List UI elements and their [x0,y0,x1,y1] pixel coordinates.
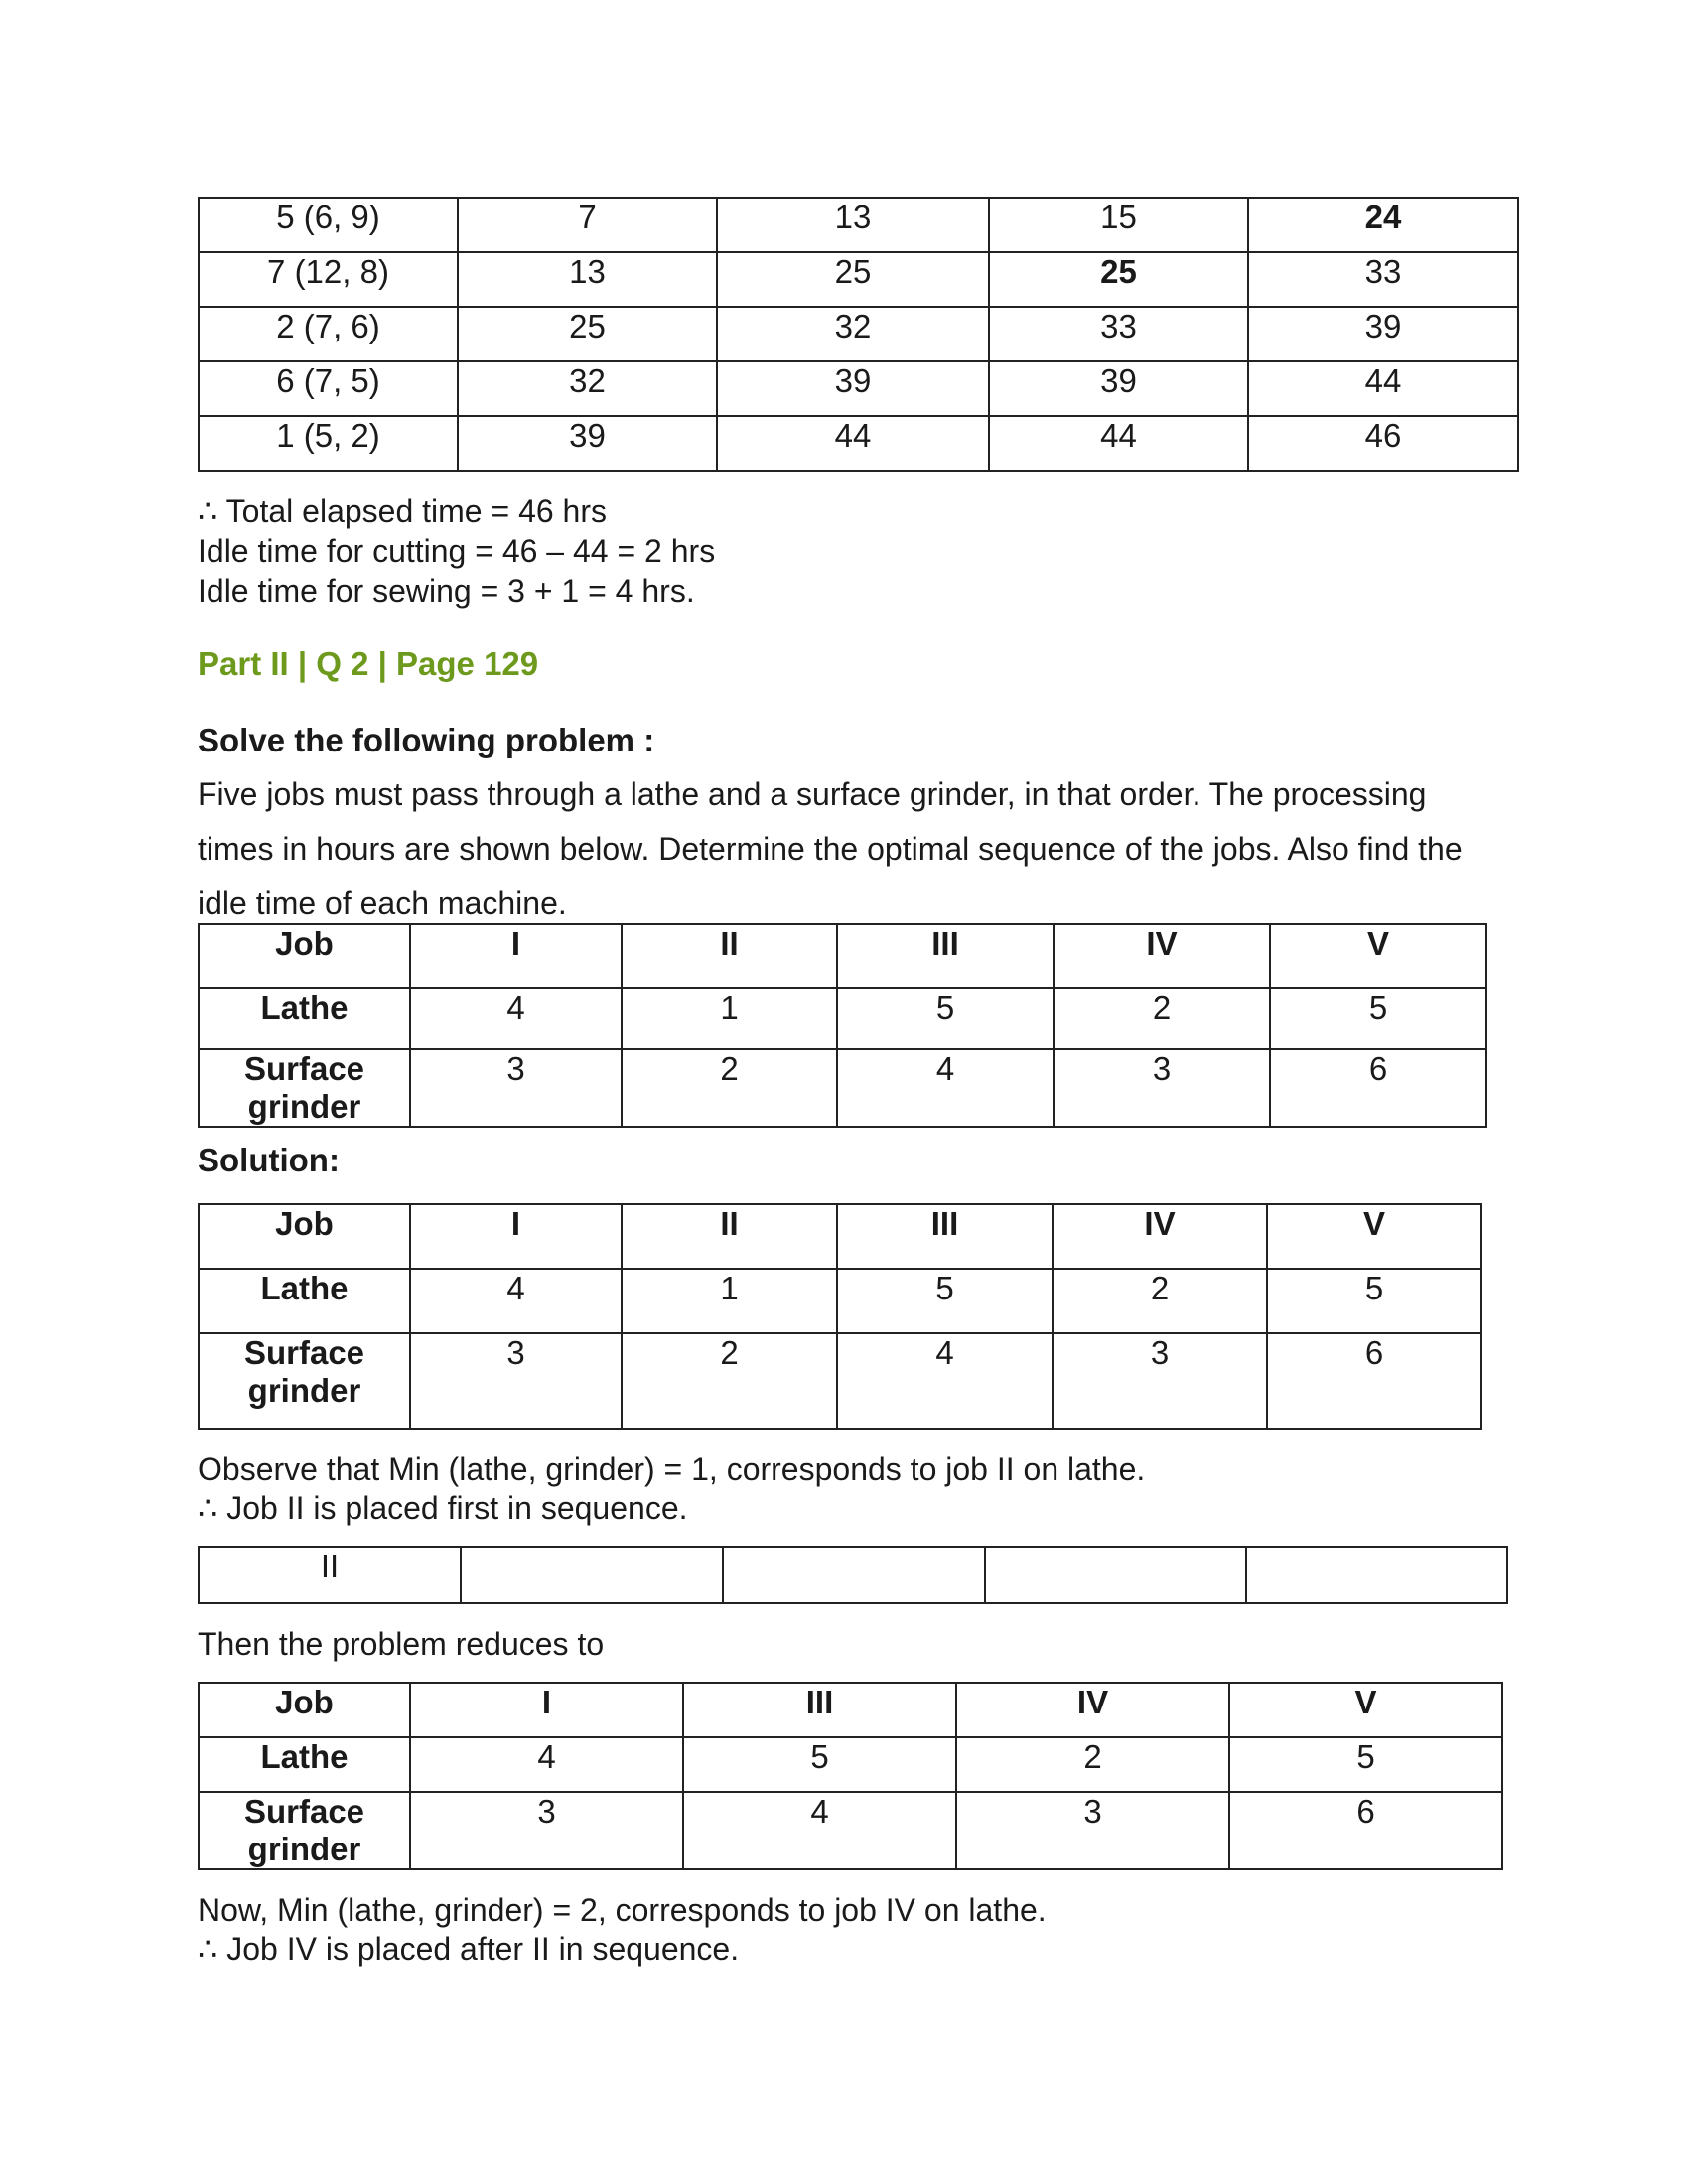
table-cell: 5 [1229,1737,1502,1792]
table-cell: 24 [1248,198,1518,252]
table-cell: 2 (7, 6) [199,307,458,361]
table-cell: Lathe [199,1737,410,1792]
table-row [199,1683,1502,1737]
table-row [199,1792,1502,1869]
solution-table [198,1203,1482,1430]
table-cell: 25 [458,307,717,361]
table-cell: IV [1053,1204,1267,1269]
table-row [199,988,1486,1049]
table-cell: 5 (6, 9) [199,198,458,252]
table-cell: Surface grinder [199,1333,410,1429]
problem-label: Solve the following problem : [198,722,655,758]
table-cell: 13 [717,198,989,252]
table-cell: V [1270,924,1486,988]
table-cell: Job [199,1683,410,1737]
table-cell: 6 [1270,1049,1486,1127]
table-cell: 2 [956,1737,1229,1792]
table-cell: IV [1054,924,1270,988]
observation-placement: ∴ Job II is placed first in sequence. [198,1490,688,1526]
table-cell: 39 [1248,307,1518,361]
table-row [199,1547,1507,1603]
table-cell: Lathe [199,988,410,1049]
table-row [199,1049,1486,1127]
table-cell: 1 [622,988,837,1049]
table-cell: 15 [989,198,1248,252]
table-cell: 4 [837,1049,1054,1127]
table-cell: 5 [1270,988,1486,1049]
table-cell: Surface grinder [199,1792,410,1869]
table-cell: 7 (12, 8) [199,252,458,307]
table-cell: 39 [458,416,717,471]
sequence-table [198,1546,1508,1604]
problem-text: Five jobs must pass through a lathe and a surface grinder, in that order. The processing times in hours are shown below. Determine the optimal sequence of the jobs. Also find the idle time of each machine. [198,776,1463,921]
table-cell: 32 [717,307,989,361]
table-row [199,416,1518,471]
solution-label: Solution: [198,1142,340,1178]
table-row [199,252,1518,307]
table-cell: III [837,924,1054,988]
table-cell: 3 [410,1333,622,1429]
table-cell: Job [199,924,410,988]
table-cell: 33 [1248,252,1518,307]
table-cell: 39 [989,361,1248,416]
table-cell: 2 [1053,1269,1267,1333]
table-cell: 4 [410,1269,622,1333]
table-cell: I [410,1204,622,1269]
table-row [199,1204,1481,1269]
table-cell: I [410,1683,683,1737]
table-cell: 25 [989,252,1248,307]
table-cell: 5 [683,1737,956,1792]
observation-min: Observe that Min (lathe, grinder) = 1, corresponds to job II on lathe. [198,1451,1146,1487]
total-elapsed-time: ∴ Total elapsed time = 46 hrs [198,493,607,529]
table-cell: 5 [837,1269,1053,1333]
table-row [199,1737,1502,1792]
table-cell: 13 [458,252,717,307]
table-cell: 6 (7, 5) [199,361,458,416]
table-cell: 3 [410,1049,622,1127]
table-cell: 6 [1229,1792,1502,1869]
table-row [199,198,1518,252]
sequence-slot [1246,1547,1507,1603]
table-cell: 3 [410,1792,683,1869]
table-cell: 44 [1248,361,1518,416]
table-cell: 6 [1267,1333,1481,1429]
reduced-table [198,1682,1503,1870]
table-cell: 4 [410,988,622,1049]
table-cell: 44 [989,416,1248,471]
table-cell: 3 [1053,1333,1267,1429]
table-cell: III [837,1204,1053,1269]
sequence-slot: II [199,1547,461,1603]
table-cell: II [622,1204,837,1269]
table-cell: 4 [837,1333,1053,1429]
table-cell: III [683,1683,956,1737]
table-cell: 1 (5, 2) [199,416,458,471]
table-row [199,1269,1481,1333]
sequence-slot [723,1547,985,1603]
table-row [199,307,1518,361]
reduces-text: Then the problem reduces to [198,1626,605,1662]
table-cell: 33 [989,307,1248,361]
table-cell: IV [956,1683,1229,1737]
table-cell: 4 [410,1737,683,1792]
now-min: Now, Min (lathe, grinder) = 2, corresponds to job IV on lathe. [198,1892,1047,1928]
table-cell: 44 [717,416,989,471]
table-row [199,924,1486,988]
table-cell: 4 [683,1792,956,1869]
table-cell: Surface grinder [199,1049,410,1127]
table-cell: II [622,924,837,988]
table-cell: 2 [622,1333,837,1429]
table-cell: 3 [956,1792,1229,1869]
table-cell: 25 [717,252,989,307]
table-cell: 32 [458,361,717,416]
table-cell: I [410,924,622,988]
elapsed-time-table [198,197,1519,472]
table-cell: 1 [622,1269,837,1333]
idle-time-sewing: Idle time for sewing = 3 + 1 = 4 hrs. [198,573,695,609]
now-placement: ∴ Job IV is placed after II in sequence. [198,1931,740,1967]
table-cell: 5 [1267,1269,1481,1333]
table-cell: 5 [837,988,1054,1049]
table-cell: 7 [458,198,717,252]
table-cell: 39 [717,361,989,416]
table-cell: Lathe [199,1269,410,1333]
table-row [199,361,1518,416]
table-row [199,1333,1481,1429]
table-cell: V [1267,1204,1481,1269]
table-cell: 2 [1054,988,1270,1049]
problem-table [198,923,1487,1128]
section-heading: Part II | Q 2 | Page 129 [198,645,539,682]
sequence-slot [985,1547,1246,1603]
table-cell: 2 [622,1049,837,1127]
table-cell: V [1229,1683,1502,1737]
sequence-slot [461,1547,723,1603]
table-cell: Job [199,1204,410,1269]
idle-time-cutting: Idle time for cutting = 46 – 44 = 2 hrs [198,533,716,569]
table-cell: 3 [1054,1049,1270,1127]
table-cell: 46 [1248,416,1518,471]
